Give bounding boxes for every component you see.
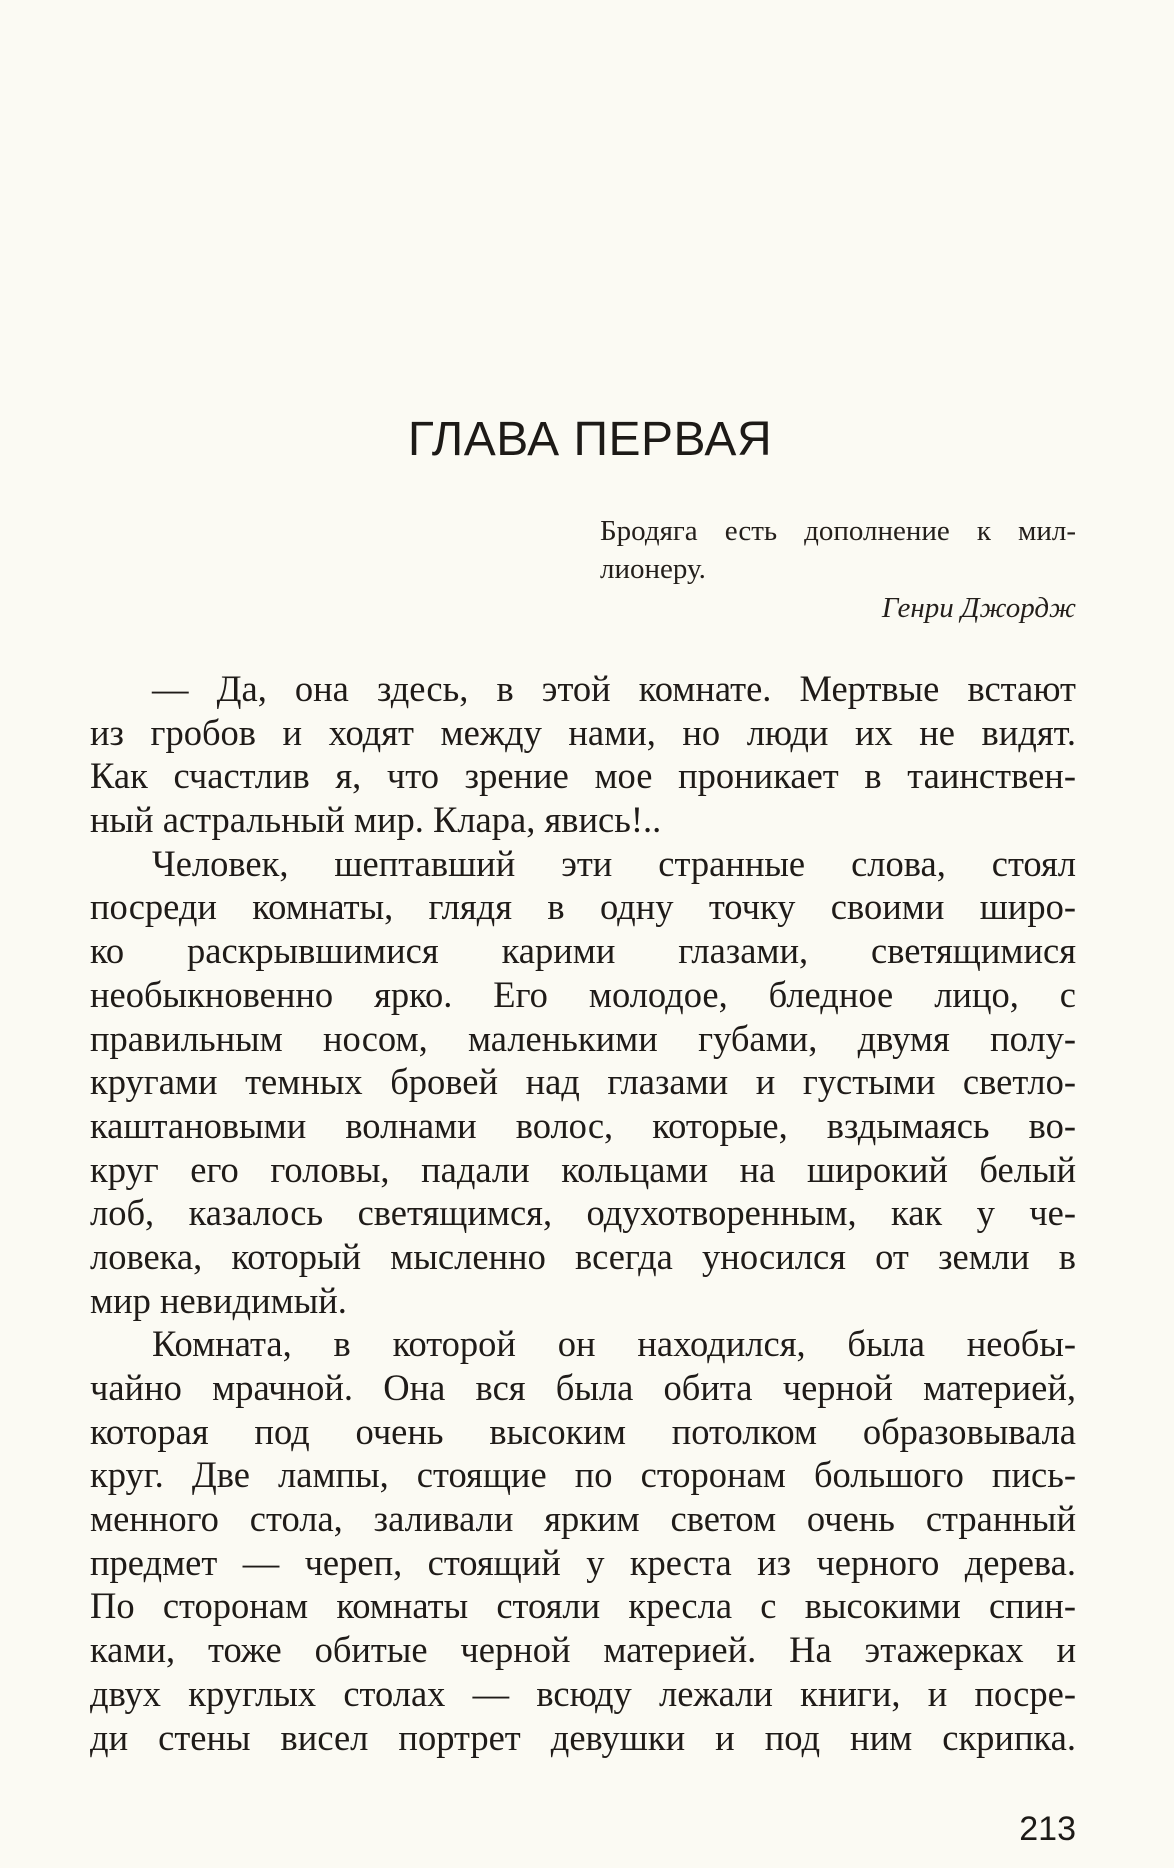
page-number: 213 [1019, 1810, 1076, 1848]
text-line: круг. Две лампы, стоящие по сторонам большого пись- [90, 1454, 1076, 1496]
text-line: необыкновенно ярко. Его молодое, бледное лицо, с [90, 973, 1076, 1015]
text-line: Как счастлив я, что зрение мое проникает в таинствен- [90, 755, 1076, 797]
text-line: двух круглых столах — всюду лежали книги, и посре- [90, 1672, 1076, 1714]
text-line: лоб, казалось светящимся, одухотворенным, как у че- [90, 1192, 1076, 1234]
text-line: менного стола, заливали ярким светом очень странный [90, 1498, 1076, 1540]
epigraph-line: Бродяга есть дополнение к мил- [600, 515, 1076, 547]
text-line: ловека, который мысленно всегда уносился от земли в [90, 1235, 1076, 1277]
text-line: предмет — череп, стоящий у креста из черного дерева. [90, 1541, 1076, 1583]
text-line: мир невидимый. [90, 1279, 347, 1321]
text-line: чайно мрачной. Она вся была обита черной материей, [90, 1367, 1076, 1408]
text-line: Человек, шептавший эти странные слова, стоял [152, 842, 1076, 884]
text-line: ди стены висел портрет девушки и под ним скрипка. [90, 1716, 1076, 1758]
text-line: По сторонам комнаты стояли кресла с высокими спин- [90, 1585, 1076, 1627]
text-line: из гробов и ходят между нами, но люди их не видят. [90, 711, 1076, 753]
text-line: кругами темных бровей над глазами и густыми светло- [90, 1061, 1076, 1103]
text-line: ный астральный мир. Клара, явись!.. [90, 799, 662, 841]
text-line: круг его головы, падали кольцами на широкий белый [90, 1148, 1076, 1190]
text-line: посреди комнаты, глядя в одну точку своими широ- [90, 886, 1076, 928]
text-line: каштановыми волнами волос, которые, вздымаясь во- [90, 1104, 1076, 1146]
text-line: — Да, она здесь, в этой комнате. Мертвые встают [152, 668, 1076, 709]
text-line: Комната, в которой он находился, была необы- [152, 1323, 1076, 1365]
epigraph-author: Генри Джордж [881, 592, 1076, 624]
chapter-body [90, 667, 1076, 1759]
text-line: ко раскрывшимися карими глазами, светящимися [90, 930, 1076, 972]
epigraph [600, 512, 1076, 627]
text-line: правильным носом, маленькими губами, двумя полу- [90, 1017, 1076, 1059]
epigraph-line: лионеру. [600, 553, 706, 585]
chapter-title: ГЛАВА ПЕРВАЯ [407, 413, 773, 466]
text-line: которая под очень высоким потолком образовывала [90, 1410, 1076, 1452]
text-line: ками, тоже обитые черной материей. На этажерках и [90, 1629, 1076, 1671]
